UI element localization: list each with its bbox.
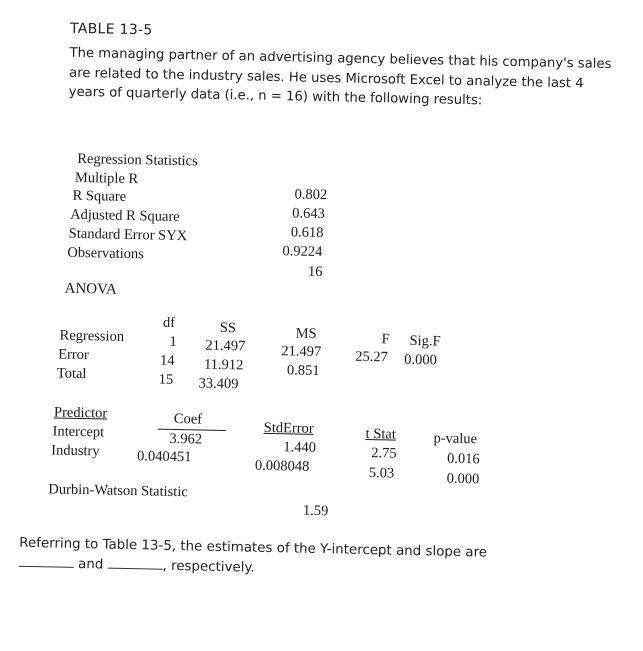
anova-col-ss: SS: [219, 319, 237, 337]
anova-heading: ANOVA: [64, 280, 117, 298]
stat-label: R Square: [72, 187, 127, 205]
coef-cell-tstat: 5.03: [368, 465, 395, 482]
anova-cell-df: 14: [159, 352, 175, 369]
anova-cell-df: 1: [169, 333, 177, 351]
answer-blank-slope: [107, 557, 162, 569]
question-text: [19, 534, 580, 585]
question-and: and: [77, 556, 104, 573]
stat-value: 0.643: [292, 205, 326, 223]
stat-label: Multiple R: [74, 169, 139, 188]
anova-col-df: df: [162, 314, 176, 331]
anova-col-sigf: Sig.F: [409, 332, 441, 350]
anova-col-ms: MS: [295, 325, 317, 342]
regression-statistics-heading: Regression Statistics: [77, 150, 198, 170]
stat-label: Adjusted R Square: [69, 206, 180, 226]
durbin-watson-value: 1.59: [302, 502, 329, 520]
intro-paragraph: The managing partner of an advertising agency believes that his company's sales are related to the industry sales. He uses Microsoft Excel to analyze the last 4 years of quarterly data (i.e., n = 16) with the following results:: [68, 45, 612, 109]
coef-cell-coef: 0.040451: [136, 448, 192, 466]
coef-col-predictor: Predictor: [53, 404, 108, 422]
coef-cell-pvalue: 0.016: [446, 450, 480, 468]
anova-cell-f: 25.27: [355, 348, 389, 366]
coef-cell-tstat: 2.75: [371, 445, 397, 462]
stat-value: 0.618: [290, 224, 324, 242]
coef-cell-stderr: 0.008048: [254, 457, 310, 475]
coef-row-predictor: Intercept: [52, 423, 105, 441]
anova-row-label: Regression: [59, 327, 125, 345]
coef-cell-coef: 3.962: [169, 430, 203, 448]
coef-cell-pvalue: 0.000: [446, 470, 480, 488]
anova-cell-ss: 21.497: [205, 337, 246, 355]
anova-cell-sigf: 0.000: [404, 351, 437, 369]
stat-label: Observations: [67, 244, 145, 263]
anova-row-label: Total: [56, 365, 87, 383]
coef-col-tstat: t Stat: [365, 425, 397, 443]
coef-col-pvalue: p-value: [433, 430, 478, 448]
anova-cell-ms: 0.851: [286, 362, 320, 380]
anova-row-label: Error: [58, 346, 89, 364]
durbin-watson-label: Durbin-Watson Statistic: [48, 481, 188, 501]
anova-cell-ss: 11.912: [203, 356, 244, 374]
anova-cell-df: 15: [158, 371, 174, 388]
coef-col-stderr: StdError: [263, 419, 314, 437]
answer-blank-intercept: [19, 555, 74, 567]
coef-row-predictor: Industry: [51, 442, 100, 460]
anova-col-f: F: [381, 331, 390, 348]
question-ending: , respectively.: [162, 558, 255, 576]
coef-col-coef: Coef: [173, 410, 203, 428]
question-part1: Referring to Table 13-5, the estimates of the Y-intercept and slope are: [19, 535, 488, 561]
table-label: TABLE 13-5: [69, 20, 153, 39]
stat-value: 0.9224: [282, 243, 323, 261]
stat-label: Standard Error SYX: [68, 225, 188, 245]
stat-value: 16: [307, 263, 323, 281]
coef-cell-stderr: 1.440: [283, 439, 317, 456]
stat-value: 0.802: [294, 186, 328, 204]
anova-cell-ms: 21.497: [281, 343, 322, 361]
anova-cell-ss: 33.409: [198, 375, 239, 393]
